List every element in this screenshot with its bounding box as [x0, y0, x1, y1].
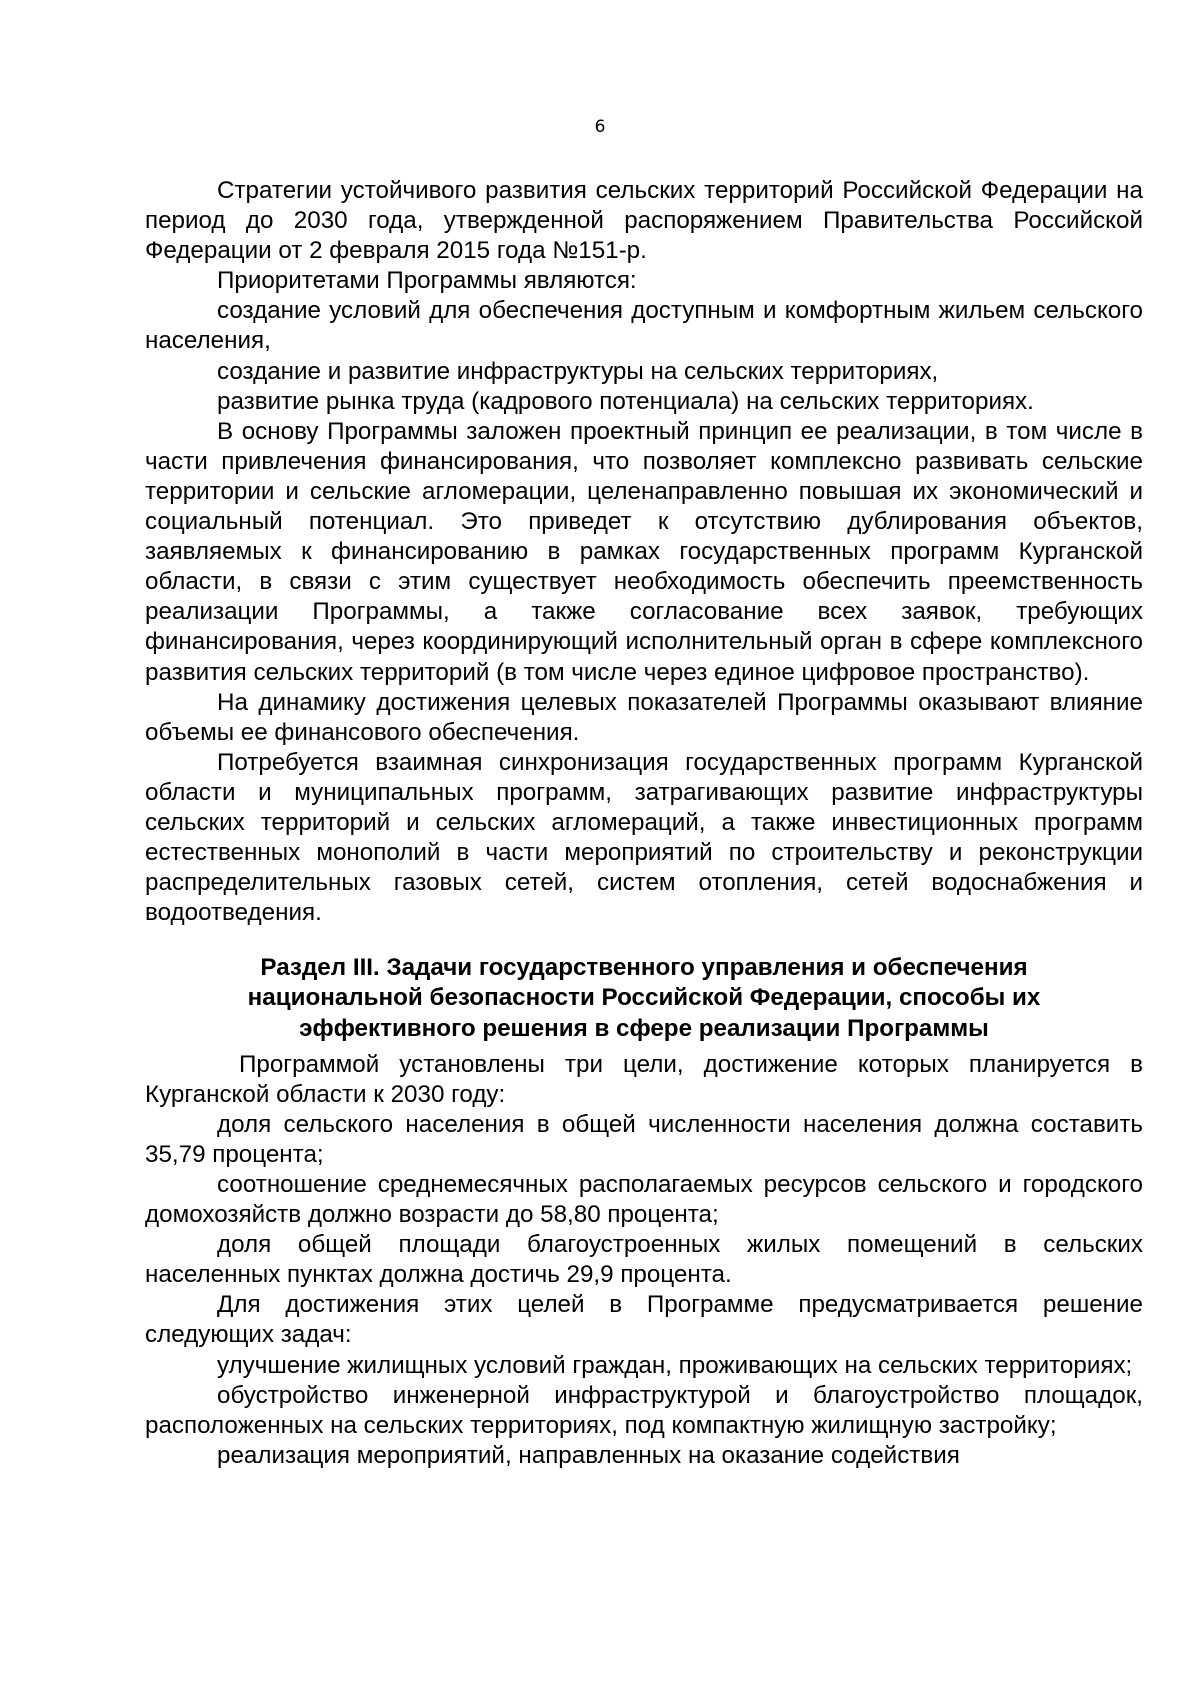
paragraph-priority-labor-market: развитие рынка труда (кадрового потенциала) на сельских территориях. [217, 387, 1034, 415]
section-heading: Раздел III. Задачи государственного управления и обеспечения национальной безопасности Российской Федерации, способы их эффективного решения в сфере реализации Программы [247, 954, 1041, 1042]
paragraph-priorities-intro: Приоритетами Программы являются: [217, 267, 637, 295]
paragraph-project-principle: В основу Программы заложен проектный принцип ее реализации, в том числе в части привлечения финансирования, что позволяет комплексно развивать сельские территории и сельские агломерации, целенаправленно повышая их экономический и социальный потенциал. Это приведет к отсутствию дублирования объектов, заявляемых к финансированию в рамках государственных программ Курганской области, в связи с этим существует необходимость обеспечить преемственность реализации Программы, а также согласование всех заявок, требующих финансирования, через координирующий исполнительный орган в сфере комплексного развития сельских территорий (в том числе через единое цифровое пространство). [145, 417, 1143, 686]
paragraph-goal-housing-area: доля общей площади благоустроенных жилых помещений в сельских населенных пунктах должна достичь 29,9 процента. [145, 1231, 1143, 1289]
paragraph-program-synchronization: Потребуется взаимная синхронизация государственных программ Курганской области и муниципальных программ, затрагивающих развитие инфраструктуры сельских территорий и сельских агломераций, а также инвестиционных программ естественных монополий в части мероприятий по строительству и реконструкции распределительных газовых сетей, систем отопления, сетей водоснабжения и водоотведения. [145, 748, 1143, 927]
paragraph-funding-influence: На динамику достижения целевых показателей Программы оказывают влияние объемы ее финансового обеспечения. [145, 688, 1143, 746]
paragraph-task-engineering-infrastructure: обустройство инженерной инфраструктурой и благоустройство площадок, расположенных на сельских территориях, под компактную жилищную застройку; [145, 1381, 1143, 1439]
paragraph-goals-intro: Программой установлены три цели, достижение которых планируется в Курганской области к 2030 году: [145, 1050, 1143, 1108]
paragraph-priority-infrastructure: создание и развитие инфраструктуры на сельских территориях, [217, 357, 939, 385]
paragraph-tasks-intro: Для достижения этих целей в Программе предусматривается решение следующих задач: [145, 1291, 1143, 1349]
paragraph-goal-rural-population: доля сельского населения в общей численности населения должна составить 35,79 процента; [145, 1110, 1143, 1168]
paragraph-goal-household-resources: соотношение среднемесячных располагаемых ресурсов сельского и городского домохозяйств должно возрасти до 58,80 процента; [145, 1171, 1143, 1229]
document-body [145, 176, 1143, 1471]
paragraph-priority-housing: создание условий для обеспечения доступным и комфортным жильем сельского населения, [145, 297, 1143, 355]
page-number: 6 [594, 117, 606, 137]
paragraph-task-assistance-measures: реализация мероприятий, направленных на оказание содействия [217, 1441, 960, 1469]
paragraph-strategy-reference: Стратегии устойчивого развития сельских территорий Российской Федерации на период до 2030 года, утвержденной распоряжением Правительства Российской Федерации от 2 февраля 2015 года №151-р. [145, 177, 1143, 265]
paragraph-task-housing-conditions: улучшение жилищных условий граждан, проживающих на сельских территориях; [217, 1351, 1133, 1379]
